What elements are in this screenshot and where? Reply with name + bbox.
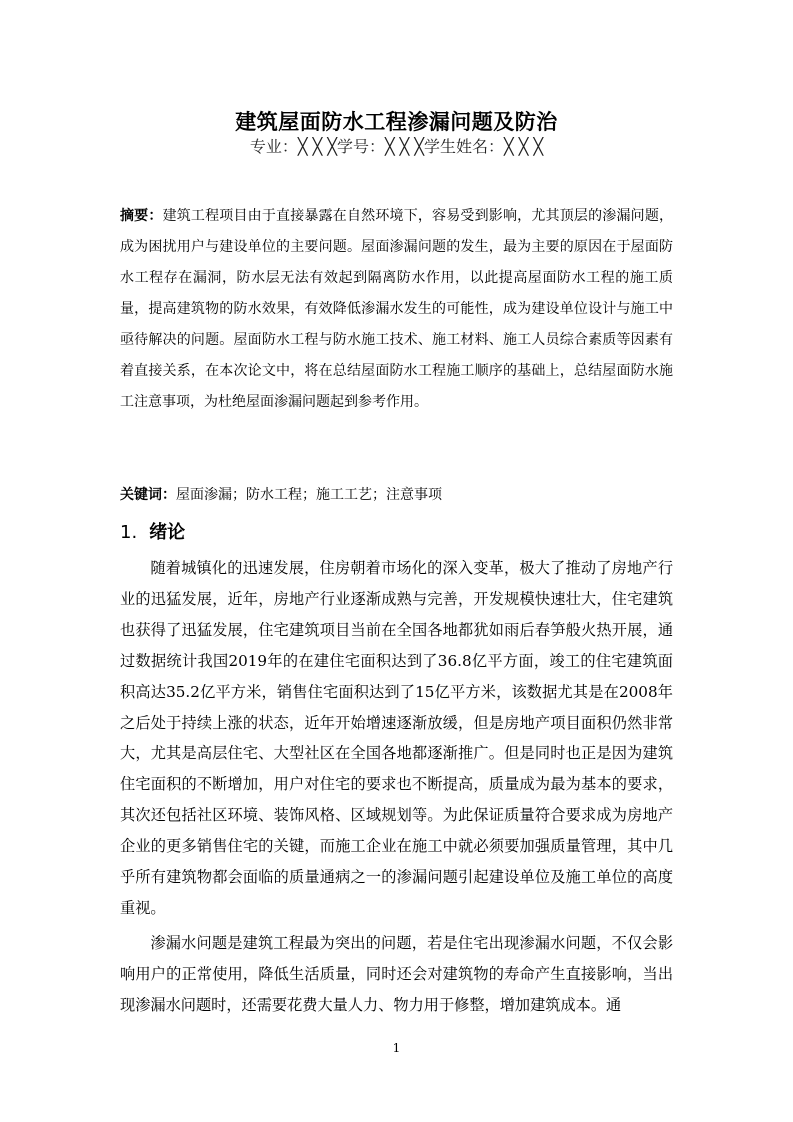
page-number: 1 [392, 1041, 401, 1055]
keywords-text: 屋面渗漏；防水工程；施工工艺；注意事项 [176, 487, 442, 503]
abstract-text: 建筑工程项目由于直接暴露在自然环境下，容易受到影响，尤其顶层的渗漏问题，成为困扰用户与建设单位的主要问题。屋面渗漏问题的发生，最为主要的原因在于屋面防水工程存在漏洞，防水层无法有效起到隔离防水作用，以此提高屋面防水工程的施工质量，提高建筑物的防水效果，有效降低渗漏水发生的可能性，成为建设单位设计与施工中亟待解决的问题。屋面防水工程与防水施工技术、施工材料、施工人员综合素质等因素有着直接关系，在本次论文中，将在总结屋面防水工程施工顺序的基础上，总结屋面防水施工注意事项，为杜绝屋面渗漏问题起到参考作用。 [120, 208, 674, 410]
paper-title: 建筑屋面防水工程渗漏问题及防治 [235, 110, 558, 135]
keywords-line [120, 481, 673, 509]
section-title: 绪论 [149, 522, 186, 543]
body-paragraph: 渗漏水问题是建筑工程最为突出的问题，若是住宅出现渗漏水问题，不仅会影响用户的正常使用，降低生活质量，同时还会对建筑物的寿命产生直接影响，当出现渗漏水问题时，还需要花费大量人力、物力用于修整，增加建筑成本。通 [120, 934, 673, 1014]
section-number: 1. [120, 522, 138, 543]
section-heading-introduction [120, 518, 185, 548]
body-paragraph: 随着城镇化的迅速发展，住房朝着市场化的深入变革，极大了推动了房地产行业的迅猛发展，近年，房地产行业逐渐成熟与完善，开发规模快速壮大，住宅建筑也获得了迅猛发展，住宅建筑项目当前在全国各地都犹如雨后春笋般火热开展，通过数据统计我国2019年的在建住宅面积达到了36.8亿平方面，竣工的住宅建筑面积高达35.2亿平方米，销售住宅面积达到了15亿平方米，该数据尤其是在2008年之后处于持续上涨的状态，近年开始增速逐渐放缓，但是房地产项目面积仍然非常大，尤其是高层住宅、大型社区在全国各地都逐渐推广。但是同时也正是因为建筑住宅面积的不断增加，用户对住宅的要求也不断提高，质量成为最为基本的要求，其次还包括社区环境、装饰风格、区域规划等。为此保证质量符合要求成为房地产企业的更多销售住宅的关键，而施工企业在施工中就必须要加强质量管理，其中几乎所有建筑物都会面临的质量通病之一的渗漏问题引起建设单位及施工单位的高度重视。 [120, 559, 673, 917]
keywords-label: 关键词： [120, 487, 176, 503]
abstract-paragraph [120, 201, 673, 418]
author-info-line: 专业：╳ ╳ ╳学号：╳ ╳ ╳学生姓名：╳ ╳ ╳ [249, 137, 544, 156]
abstract-label: 摘要： [120, 208, 163, 224]
